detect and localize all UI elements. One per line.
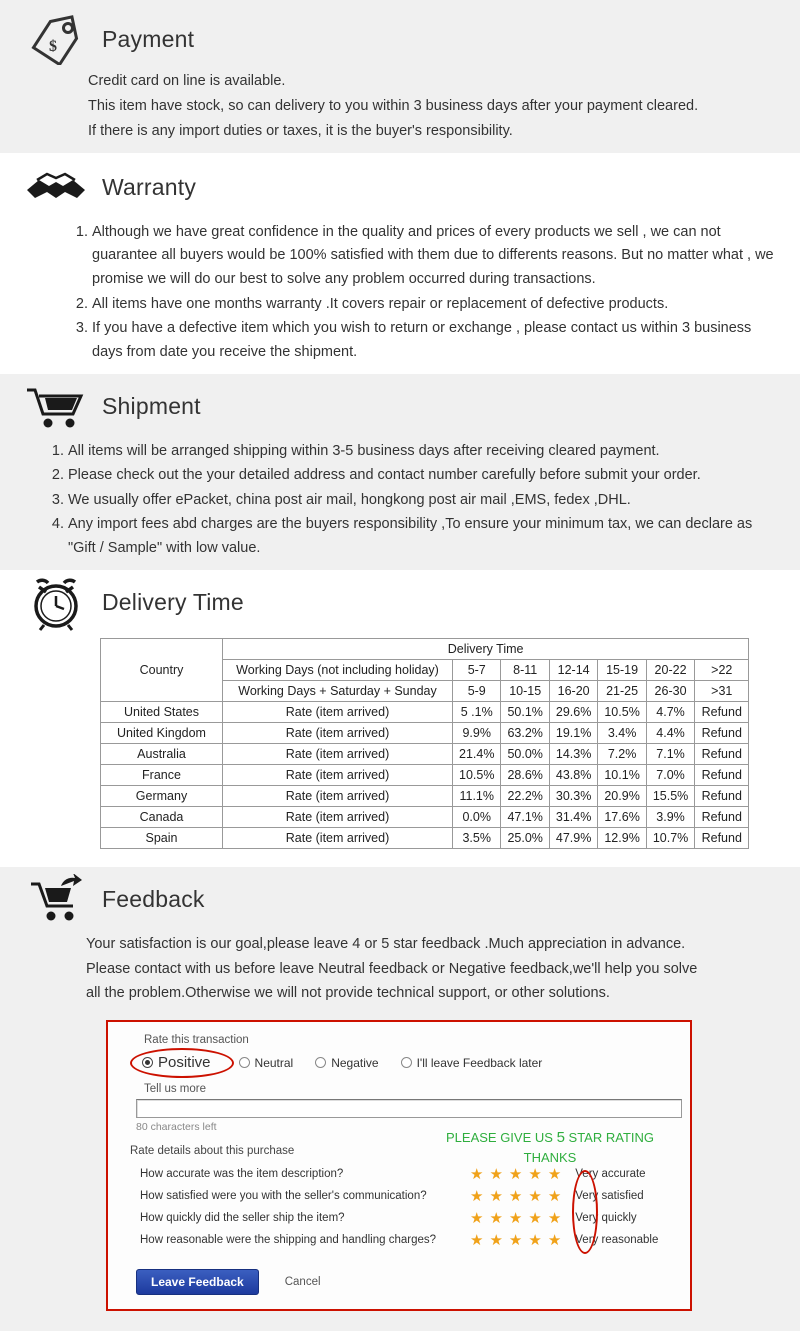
radio-option-negative[interactable] <box>315 1056 378 1070</box>
cell-country: France <box>101 764 223 785</box>
payment-line-1: Credit card on line is available. <box>88 73 286 89</box>
cell: 50.0% <box>501 743 549 764</box>
table-row <box>101 701 749 722</box>
promo-overlay-text <box>424 1128 676 1166</box>
cell-country: Australia <box>101 743 223 764</box>
table-row <box>101 743 749 764</box>
cell: 11.1% <box>453 785 501 806</box>
star-icon[interactable]: ★ <box>470 1231 484 1249</box>
section-payment <box>0 0 800 153</box>
star-icon[interactable]: ★ <box>508 1209 523 1227</box>
promo-line-2: THANKS <box>523 1149 577 1165</box>
promo-line-1: PLEASE GIVE US <box>446 1130 553 1146</box>
cell: 4.7% <box>646 701 694 722</box>
radio-label-positive: Positive <box>158 1054 211 1072</box>
cell: 10.1% <box>598 764 646 785</box>
table-row <box>101 722 749 743</box>
cell-country: United States <box>101 701 223 722</box>
feedback-body <box>0 929 800 1007</box>
warranty-list <box>70 221 774 365</box>
cell: 47.1% <box>501 806 549 827</box>
leave-feedback-button[interactable]: Leave Feedback <box>136 1269 259 1295</box>
cell-rate-label: Rate (item arrived) <box>223 806 453 827</box>
cell: 19.1% <box>549 722 597 743</box>
payment-title: Payment <box>102 25 195 52</box>
cell: 3.9% <box>646 806 694 827</box>
list-item: 3. We usually offer ePacket, china post air mail, hongkong post air mail ,EMS, fedex ,DHL. <box>68 489 774 513</box>
radio-label-neutral: Neutral <box>254 1055 294 1070</box>
cell: 20-22 <box>646 659 694 680</box>
star-icon[interactable]: ★ <box>489 1231 503 1249</box>
cell: Refund <box>695 764 749 785</box>
cell: >22 <box>695 659 749 680</box>
cell: 7.2% <box>598 743 646 764</box>
star-icon[interactable]: ★ <box>528 1165 542 1183</box>
cell: Refund <box>695 827 749 848</box>
star-icon[interactable]: ★ <box>470 1187 484 1205</box>
cart-return-icon <box>24 871 88 929</box>
list-item: 3. If you have a defective item which you wish to return or exchange , please contact us within 3 business days from date you receive the shipment. <box>92 317 774 364</box>
delivery-time-table <box>100 638 749 849</box>
cell: 30.3% <box>549 785 597 806</box>
cell-rate-label: Rate (item arrived) <box>223 827 453 848</box>
list-item: 2. Please check out the your detailed address and contact number carefully before submit your order. <box>68 464 774 488</box>
question-text: How accurate was the item description? <box>140 1168 344 1181</box>
star-rating-row[interactable] <box>470 1233 658 1248</box>
question-text: How quickly did the seller ship the item? <box>140 1212 345 1225</box>
payment-body <box>0 68 800 144</box>
row-label: Working Days + Saturday + Sunday <box>223 680 453 701</box>
fifth-star-highlight-ellipse <box>572 1170 598 1254</box>
rating-radio-group <box>136 1052 676 1073</box>
cell: 63.2% <box>501 722 549 743</box>
country-header: Country <box>101 638 223 701</box>
svg-text:$: $ <box>49 38 57 55</box>
star-icon[interactable]: ★ <box>470 1165 484 1183</box>
cell: 3.4% <box>598 722 646 743</box>
star-icon[interactable]: ★ <box>508 1165 523 1183</box>
cell: 0.0% <box>453 806 501 827</box>
shipment-list <box>46 440 774 561</box>
table-row <box>101 785 749 806</box>
cell: 3.5% <box>453 827 501 848</box>
feedback-line-3: all the problem.Otherwise we will not provide technical support, or other solutions. <box>86 985 610 1002</box>
feedback-form <box>106 1020 692 1311</box>
cell: Refund <box>695 806 749 827</box>
group-header: Delivery Time <box>223 638 749 659</box>
cell: 9.9% <box>453 722 501 743</box>
shipment-header <box>0 378 800 436</box>
cell-country: Germany <box>101 785 223 806</box>
cell: 10-15 <box>501 680 549 701</box>
cell-rate-label: Rate (item arrived) <box>223 701 453 722</box>
cell: 15.5% <box>646 785 694 806</box>
cell: 50.1% <box>501 701 549 722</box>
promo-star-number: 5 <box>556 1129 565 1147</box>
cell: 22.2% <box>501 785 549 806</box>
cell: 5-7 <box>453 659 501 680</box>
handshake-icon <box>24 159 88 217</box>
feedback-line-2: Please contact with us before leave Neutral feedback or Negative feedback,we'll help you solve <box>86 960 698 977</box>
cell: Refund <box>695 722 749 743</box>
cell: 12-14 <box>549 659 597 680</box>
star-rating-row[interactable] <box>470 1211 637 1226</box>
cell: 16-20 <box>549 680 597 701</box>
cell: 26-30 <box>646 680 694 701</box>
star-icon[interactable]: ★ <box>489 1187 503 1205</box>
star-icon[interactable]: ★ <box>489 1209 503 1227</box>
section-delivery-time <box>0 570 800 867</box>
star-answer-label: Very accurate <box>575 1168 646 1181</box>
cell: 4.4% <box>646 722 694 743</box>
star-answer-label: Very quickly <box>575 1212 637 1225</box>
star-answer-label: Very satisfied <box>575 1190 644 1203</box>
feedback-header <box>0 871 800 929</box>
cell: >31 <box>695 680 749 701</box>
rate-transaction-label: Rate this transaction <box>144 1034 249 1047</box>
cell: 10.5% <box>453 764 501 785</box>
cell: 31.4% <box>549 806 597 827</box>
feedback-actions <box>136 1269 676 1295</box>
table-row-group-header <box>101 638 749 659</box>
radio-icon-neutral[interactable] <box>239 1057 250 1068</box>
cell: 15-19 <box>598 659 646 680</box>
cell: 47.9% <box>549 827 597 848</box>
radio-option-neutral[interactable] <box>239 1056 294 1070</box>
radio-option-positive[interactable] <box>136 1052 217 1073</box>
radio-label-later: I'll leave Feedback later <box>416 1055 543 1070</box>
cell: 17.6% <box>598 806 646 827</box>
payment-header <box>0 10 800 68</box>
row-label: Working Days (not including holiday) <box>223 659 453 680</box>
cell: 5-9 <box>453 680 501 701</box>
list-item: 1. All items will be arranged shipping within 3-5 business days after receiving cleared payment. <box>68 440 774 464</box>
cell: 5 .1% <box>453 701 501 722</box>
star-icon[interactable]: ★ <box>528 1209 542 1227</box>
price-tag-icon <box>24 10 88 68</box>
star-icon[interactable]: ★ <box>489 1165 503 1183</box>
cancel-button[interactable]: Cancel <box>284 1276 321 1289</box>
cell-rate-label: Rate (item arrived) <box>223 785 453 806</box>
radio-option-later[interactable] <box>401 1056 543 1070</box>
shopping-cart-icon <box>24 378 88 436</box>
star-icon[interactable]: ★ <box>547 1209 562 1227</box>
table-row <box>101 764 749 785</box>
warranty-header <box>0 159 800 217</box>
star-rating-row[interactable] <box>470 1167 646 1182</box>
cell: 7.1% <box>646 743 694 764</box>
cell: 10.5% <box>598 701 646 722</box>
star-answer-label: Very reasonable <box>575 1234 659 1247</box>
alarm-clock-icon <box>24 574 88 632</box>
star-icon[interactable]: ★ <box>528 1187 542 1205</box>
shipment-title: Shipment <box>102 393 201 420</box>
cell: 25.0% <box>501 827 549 848</box>
payment-line-2: This item have stock, so can delivery to you within 3 business days after your payment cleared. <box>88 97 699 114</box>
radio-icon-later[interactable] <box>401 1057 412 1068</box>
cell: 10.7% <box>646 827 694 848</box>
cell-rate-label: Rate (item arrived) <box>223 764 453 785</box>
cell: 8-11 <box>501 659 549 680</box>
warranty-title: Warranty <box>102 174 197 201</box>
cell: 12.9% <box>598 827 646 848</box>
star-icon[interactable]: ★ <box>508 1231 523 1249</box>
list-item: 1. Although we have great confidence in the quality and prices of every products we sell , we can not guarantee all buyers would be 100% satisfied with them due to differents reasons. But no matter what , we promise we will do our best to solve any problem occurred during transactions. <box>92 221 774 292</box>
cell: 7.0% <box>646 764 694 785</box>
cell-country: Spain <box>101 827 223 848</box>
cell-rate-label: Rate (item arrived) <box>223 743 453 764</box>
star-icon[interactable]: ★ <box>547 1165 562 1183</box>
feedback-line-1: Your satisfaction is our goal,please leave 4 or 5 star feedback .Much appreciation in advance. <box>86 935 686 952</box>
payment-line-3: If there is any import duties or taxes, it is the buyer's responsibility. <box>88 122 513 139</box>
radio-label-negative: Negative <box>331 1055 379 1070</box>
section-warranty <box>0 153 800 374</box>
star-icon[interactable]: ★ <box>547 1187 562 1205</box>
star-icon[interactable]: ★ <box>528 1231 542 1249</box>
delivery-table-wrapper <box>0 632 800 859</box>
question-text: How reasonable were the shipping and handling charges? <box>140 1234 437 1247</box>
cell-country: Canada <box>101 806 223 827</box>
cell-country: United Kingdom <box>101 722 223 743</box>
feedback-title: Feedback <box>102 886 205 913</box>
table-row <box>101 827 749 848</box>
cell: 29.6% <box>549 701 597 722</box>
cell: 28.6% <box>501 764 549 785</box>
tell-us-more-label: Tell us more <box>144 1083 206 1096</box>
list-item <box>140 1163 676 1185</box>
cell: 21-25 <box>598 680 646 701</box>
characters-left-text: 80 characters left <box>136 1121 217 1134</box>
radio-icon-negative[interactable] <box>315 1057 326 1068</box>
cell: 14.3% <box>549 743 597 764</box>
section-shipment <box>0 374 800 570</box>
star-icon[interactable]: ★ <box>547 1231 562 1249</box>
list-item: 4. Any import fees abd charges are the buyers responsibility ,To ensure your minimum tax, we can declare as "Gift / Sample" with low value. <box>68 513 774 560</box>
star-icon[interactable]: ★ <box>470 1209 484 1227</box>
star-rating-row[interactable] <box>470 1189 644 1204</box>
cell: 21.4% <box>453 743 501 764</box>
question-text: How satisfied were you with the seller's communication? <box>140 1190 427 1203</box>
delivery-header <box>0 574 800 632</box>
feedback-comment-input[interactable] <box>136 1099 682 1118</box>
rate-details-label: Rate details about this purchase <box>130 1145 295 1158</box>
cell: 20.9% <box>598 785 646 806</box>
cell-rate-label: Rate (item arrived) <box>223 722 453 743</box>
list-item: 2. All items have one months warranty .It covers repair or replacement of defective products. <box>92 293 774 317</box>
cell: Refund <box>695 743 749 764</box>
cell: Refund <box>695 785 749 806</box>
star-icon[interactable]: ★ <box>508 1187 523 1205</box>
table-row <box>101 806 749 827</box>
cell: Refund <box>695 701 749 722</box>
promo-line-1b: STAR RATING <box>568 1130 654 1146</box>
cell: 43.8% <box>549 764 597 785</box>
delivery-title: Delivery Time <box>102 589 244 616</box>
section-feedback <box>0 867 800 1331</box>
